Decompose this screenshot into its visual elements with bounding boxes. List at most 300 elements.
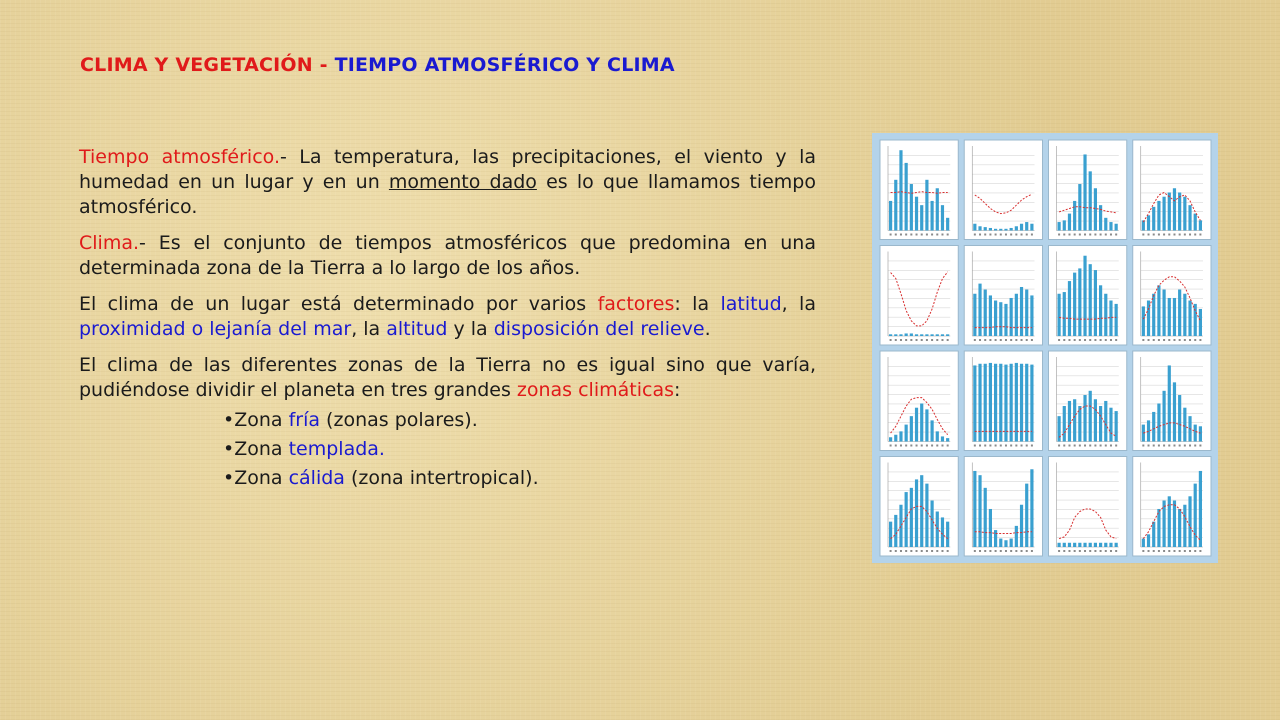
term-sea-proximity: proximidad o lejanía del mar [79, 318, 352, 340]
climogram-bar [1199, 309, 1202, 336]
climogram-tick [1015, 550, 1017, 552]
paragraph-zones [79, 353, 816, 403]
climogram-tick [1079, 339, 1081, 341]
climogram-tick [890, 234, 892, 236]
climogram-tick [1153, 445, 1155, 447]
climogram-bar [931, 334, 934, 336]
climogram-tick [1005, 445, 1007, 447]
climogram-tick [1179, 234, 1181, 236]
climogram-tick [941, 445, 943, 447]
term-relief: disposición del relieve [493, 318, 705, 340]
climogram-bar [999, 229, 1002, 231]
climogram-tick [989, 445, 991, 447]
climogram-bar [894, 515, 897, 547]
climogram [1049, 140, 1127, 240]
climogram-bar [889, 437, 892, 441]
climogram-bar [1163, 501, 1166, 547]
climogram-bar [905, 333, 908, 336]
climogram-bar [1025, 364, 1028, 442]
climogram-tick [1115, 550, 1117, 552]
climogram-tick [1199, 550, 1201, 552]
climogram-tick [936, 339, 938, 341]
climogram-tick [1015, 234, 1017, 236]
climogram-tick [931, 339, 933, 341]
climogram-tick [1026, 339, 1028, 341]
climogram-bar [1157, 201, 1160, 231]
climogram-tick [984, 445, 986, 447]
climogram-bar [1073, 399, 1076, 441]
climogram-bar [1168, 365, 1171, 441]
zone-keyword: cálida [288, 467, 345, 489]
climogram-bar [1025, 290, 1028, 336]
climogram-tick [1105, 339, 1107, 341]
climogram-tick [974, 445, 976, 447]
zone-keyword: templada. [288, 438, 385, 460]
climogram-bar [936, 512, 939, 547]
slide-title-part1: CLIMA Y VEGETACIÓN - [80, 54, 335, 76]
climogram-bar [915, 197, 918, 231]
climogram-bar [1089, 171, 1092, 230]
climogram-tick [926, 339, 928, 341]
climogram-tick [1005, 234, 1007, 236]
climograms-grid-image [872, 133, 1218, 563]
climogram-bar [989, 509, 992, 547]
climogram-tick [895, 550, 897, 552]
climogram-tick [1142, 234, 1144, 236]
zone-suffix: (zona intertropical). [344, 467, 539, 489]
climogram-tick [1105, 445, 1107, 447]
climogram-bar [1173, 501, 1176, 547]
climogram-tick [1199, 339, 1201, 341]
climogram-tick [900, 550, 902, 552]
climogram-tick [1173, 445, 1175, 447]
climogram-bar [973, 365, 976, 441]
weather-text-b: es lo que llamamos tiempo atmosférico. [79, 171, 816, 218]
climogram-tick [1068, 445, 1070, 447]
climogram-bar [1183, 294, 1186, 336]
climogram-tick [1179, 550, 1181, 552]
factors-t5: y la [447, 318, 494, 340]
climogram-bar [941, 436, 944, 441]
climogram-tick [1158, 445, 1160, 447]
climogram-tick [1031, 550, 1033, 552]
climogram-bar [1147, 420, 1150, 441]
climogram-bar [1099, 543, 1102, 547]
climogram-bar [1010, 298, 1013, 336]
climogram-bar [1068, 543, 1071, 547]
climogram [1133, 351, 1211, 451]
climogram-tick [1000, 550, 1002, 552]
climogram-tick [931, 234, 933, 236]
climogram-bar [1089, 391, 1092, 442]
climogram-bar [941, 517, 944, 547]
climogram-bar [1020, 364, 1023, 442]
climogram-bar [1020, 224, 1023, 231]
climogram-bar [905, 492, 908, 547]
climogram-tick [936, 445, 938, 447]
climogram-tick [995, 550, 997, 552]
climogram-tick [1179, 339, 1181, 341]
term-factors: factores [597, 293, 675, 315]
climogram-bar [1010, 228, 1013, 231]
climogram-bar [915, 408, 918, 442]
climogram-tick [905, 550, 907, 552]
climogram-bar [999, 539, 1002, 547]
climogram-bar [1104, 543, 1107, 547]
climogram-tick [979, 550, 981, 552]
climogram-tick [1068, 339, 1070, 341]
factors-t6: . [704, 318, 711, 340]
climogram-bar [946, 334, 949, 336]
zones-text: El clima de las diferentes zonas de la Tierra no es igual sino que varía, pudiéndose dividir el planeta en tres grandes [79, 354, 816, 401]
climogram-tick [1110, 550, 1112, 552]
climogram-bar [894, 334, 897, 336]
climogram-tick [1142, 339, 1144, 341]
climogram-tick [1000, 234, 1002, 236]
climogram-bar [1115, 304, 1118, 336]
climogram-bar [1073, 543, 1076, 547]
zone-suffix: (zonas polares). [320, 409, 478, 431]
climogram-bar [999, 302, 1002, 336]
climogram-bar [1063, 543, 1066, 547]
climogram-bar [1168, 192, 1171, 230]
climogram-bar [1194, 484, 1197, 547]
climogram-bar [1188, 205, 1191, 230]
climogram-tick [1000, 339, 1002, 341]
climogram-tick [1189, 445, 1191, 447]
climogram-bar [1073, 201, 1076, 231]
climogram-bar [1083, 154, 1086, 230]
climogram-tick [1089, 550, 1091, 552]
climogram-bar [1183, 197, 1186, 231]
term-altitude: altitud [386, 318, 448, 340]
climogram-bar [1068, 401, 1071, 442]
climogram-tick [947, 445, 949, 447]
climogram-tick [900, 445, 902, 447]
climogram-tick [1142, 445, 1144, 447]
climogram-bar [1178, 509, 1181, 547]
climogram-tick [1105, 550, 1107, 552]
weather-text-a: - La temperatura, las precipitaciones, el viento y la humedad en un lugar y en un [79, 146, 817, 193]
climogram-tick [921, 234, 923, 236]
climogram-bar [889, 201, 892, 231]
climogram-tick [1079, 445, 1081, 447]
climogram-bar [1152, 294, 1155, 336]
climogram-tick [984, 234, 986, 236]
list-item-cold-zone [223, 406, 816, 435]
climogram-tick [1163, 234, 1165, 236]
climogram-tick [974, 234, 976, 236]
climogram-tick [936, 550, 938, 552]
climogram-bar [910, 333, 913, 336]
climogram-bar [910, 416, 913, 441]
climogram-bar [1010, 539, 1013, 547]
climogram-bar [905, 425, 908, 442]
climogram-bar [999, 364, 1002, 442]
climogram-tick [1021, 339, 1023, 341]
factors-t2: : la [674, 293, 721, 315]
climogram-bar [925, 180, 928, 231]
climogram-tick [1026, 445, 1028, 447]
climogram-bar [973, 294, 976, 336]
zone-keyword: fría [288, 409, 321, 431]
climogram-tick [900, 234, 902, 236]
climogram-bar [1020, 287, 1023, 336]
climogram-tick [1153, 339, 1155, 341]
climogram-tick [1058, 445, 1060, 447]
climogram-bar [920, 403, 923, 441]
climogram-panel [880, 246, 958, 346]
climogram-tick [1058, 550, 1060, 552]
climogram-bar [1030, 224, 1033, 231]
climogram [880, 457, 958, 557]
climogram-tick [1194, 445, 1196, 447]
climogram-bar [936, 334, 939, 336]
slide-title [80, 54, 675, 76]
climogram-tick [1094, 339, 1096, 341]
climogram-tick [900, 339, 902, 341]
climogram-tick [1100, 339, 1102, 341]
climogram-bar [1078, 543, 1081, 547]
climogram-bar [920, 475, 923, 547]
climogram-bar [1142, 539, 1145, 547]
climogram-bar [1199, 426, 1202, 441]
climogram-bar [1068, 281, 1071, 336]
climogram-tick [1184, 339, 1186, 341]
climogram-bar [931, 420, 934, 441]
climogram-tick [1142, 550, 1144, 552]
zones-list [79, 406, 816, 493]
climogram-tick [1184, 445, 1186, 447]
climogram-bar [910, 488, 913, 547]
climogram-bar [1099, 285, 1102, 336]
climogram-bar [973, 224, 976, 231]
climogram-bar [1152, 207, 1155, 231]
climogram-tick [910, 339, 912, 341]
climogram-bar [1178, 192, 1181, 230]
climogram-tick [995, 234, 997, 236]
factors-t4: , la [351, 318, 387, 340]
climogram-bar [1199, 220, 1202, 230]
climogram-bar [1094, 188, 1097, 230]
climogram-bar [1004, 304, 1007, 336]
climogram-bar [1147, 534, 1150, 547]
climogram-tick [1005, 339, 1007, 341]
climogram-tick [1021, 234, 1023, 236]
climogram-bar [889, 334, 892, 336]
climogram-bar [1152, 522, 1155, 547]
climogram-tick [1168, 445, 1170, 447]
climogram-tick [916, 234, 918, 236]
climogram-bar [889, 522, 892, 547]
climogram-bar [1004, 365, 1007, 442]
climogram-panel [1049, 457, 1127, 557]
body-text [79, 145, 816, 493]
climogram-bar [1058, 294, 1061, 336]
climogram-tick [1063, 234, 1065, 236]
climogram-tick [1115, 445, 1117, 447]
climogram-tick [1068, 234, 1070, 236]
climogram-bar [1015, 294, 1018, 336]
climogram [1133, 457, 1211, 557]
climogram-tick [1110, 445, 1112, 447]
climogram-tick [1021, 445, 1023, 447]
climogram-tick [989, 550, 991, 552]
climogram-bar [1109, 408, 1112, 442]
climogram-bar [1163, 197, 1166, 231]
climogram-bar [915, 334, 918, 336]
climogram-tick [926, 234, 928, 236]
climogram-tick [905, 234, 907, 236]
climogram-bar [1025, 484, 1028, 547]
list-item-warm-zone [223, 464, 816, 493]
climogram [964, 351, 1042, 451]
climogram [1133, 140, 1211, 240]
climogram-bar [925, 409, 928, 441]
climogram-bar [1163, 391, 1166, 442]
climogram-bar [1015, 363, 1018, 442]
climogram [880, 140, 958, 240]
climogram-bar [894, 435, 897, 442]
climogram-tick [1058, 339, 1060, 341]
climogram-bar [1063, 292, 1066, 336]
zones-colon: : [673, 379, 681, 401]
climogram-tick [989, 234, 991, 236]
climogram-tick [1031, 234, 1033, 236]
climogram-bar [1183, 408, 1186, 442]
climogram-tick [931, 445, 933, 447]
climogram-bar [1188, 496, 1191, 547]
climogram [880, 351, 958, 451]
climogram-bar [1094, 399, 1097, 441]
climogram-bar [1010, 364, 1013, 442]
climogram-bar [1058, 416, 1061, 441]
climogram-tick [984, 550, 986, 552]
climate-text: - Es el conjunto de tiempos atmosféricos que predomina en una determinada zona de la Tierra a lo largo de los años. [79, 232, 816, 279]
climogram-bar [1094, 270, 1097, 336]
climogram-tick [1015, 339, 1017, 341]
climogram-bar [1083, 543, 1086, 547]
climogram-bar [994, 530, 997, 547]
climogram-tick [1194, 339, 1196, 341]
climogram-tick [1158, 550, 1160, 552]
climogram-tick [1063, 445, 1065, 447]
climogram-tick [1163, 339, 1165, 341]
climogram-bar [1089, 543, 1092, 547]
climogram-tick [1079, 550, 1081, 552]
term-weather: Tiempo atmosférico. [79, 146, 280, 168]
climogram-tick [1063, 550, 1065, 552]
factors-t1: El clima de un lugar está determinado por varios [79, 293, 598, 315]
climogram-tick [1084, 445, 1086, 447]
climogram-bar [989, 228, 992, 231]
climogram-tick [921, 445, 923, 447]
climogram-tick [947, 339, 949, 341]
climogram-tick [921, 550, 923, 552]
climogram-tick [890, 339, 892, 341]
climogram-bar [994, 301, 997, 336]
climogram-tick [921, 339, 923, 341]
climogram-tick [995, 445, 997, 447]
climogram-bar [984, 364, 987, 442]
climogram-tick [979, 234, 981, 236]
climogram-tick [910, 234, 912, 236]
climogram-tick [1148, 550, 1150, 552]
climogram-bar [1015, 226, 1018, 230]
climogram-tick [1168, 550, 1170, 552]
climogram-tick [941, 234, 943, 236]
climogram-bar [1115, 411, 1118, 441]
climogram-tick [1189, 339, 1191, 341]
climogram-bar [978, 475, 981, 547]
climogram-bar [925, 484, 928, 547]
climogram-bar [941, 205, 944, 230]
climogram-tick [1000, 445, 1002, 447]
climogram-bar [984, 488, 987, 547]
climogram-tick [910, 445, 912, 447]
climogram-tick [890, 445, 892, 447]
climogram-bar [984, 227, 987, 230]
climogram-tick [1115, 339, 1117, 341]
list-item-temperate-zone [223, 435, 816, 464]
term-latitude: latitud [720, 293, 782, 315]
term-climate: Clima. [79, 232, 140, 254]
slide-title-part2: TIEMPO ATMOSFÉRICO Y CLIMA [334, 54, 675, 76]
climogram-bar [989, 295, 992, 336]
climogram-bar [1115, 543, 1118, 547]
climogram [880, 246, 958, 346]
climogram-bar [994, 364, 997, 442]
climogram-bar [1030, 365, 1033, 442]
climogram-bar [1173, 382, 1176, 441]
climogram-tick [895, 234, 897, 236]
climogram-tick [1158, 234, 1160, 236]
climogram-tick [1010, 339, 1012, 341]
climogram-panel [880, 351, 958, 451]
climogram-bar [1109, 543, 1112, 547]
climogram-tick [1094, 234, 1096, 236]
climogram-tick [1074, 234, 1076, 236]
climogram-bar [984, 290, 987, 336]
climogram-bar [894, 180, 897, 231]
climogram-bar [941, 334, 944, 336]
climogram-bar [946, 522, 949, 547]
climogram-tick [974, 339, 976, 341]
climogram-bar [920, 205, 923, 230]
climogram-tick [895, 339, 897, 341]
climogram-bar [1104, 218, 1107, 231]
climogram-bar [1078, 268, 1081, 336]
climogram-bar [1058, 222, 1061, 230]
climogram-bar [1025, 222, 1028, 230]
climogram-bar [1199, 471, 1202, 547]
climogram-tick [916, 445, 918, 447]
climogram-tick [1079, 234, 1081, 236]
climogram-bar [1157, 403, 1160, 441]
climogram-tick [1189, 234, 1191, 236]
climogram-bar [946, 438, 949, 441]
climogram-bar [1109, 222, 1112, 230]
climogram [964, 457, 1042, 557]
climogram-tick [1189, 550, 1191, 552]
climogram-bar [1020, 505, 1023, 547]
climogram-tick [1084, 234, 1086, 236]
climogram-tick [947, 550, 949, 552]
climogram-bar [1168, 298, 1171, 336]
climogram-tick [1100, 550, 1102, 552]
climogram-bar [1083, 395, 1086, 441]
climogram-tick [895, 445, 897, 447]
